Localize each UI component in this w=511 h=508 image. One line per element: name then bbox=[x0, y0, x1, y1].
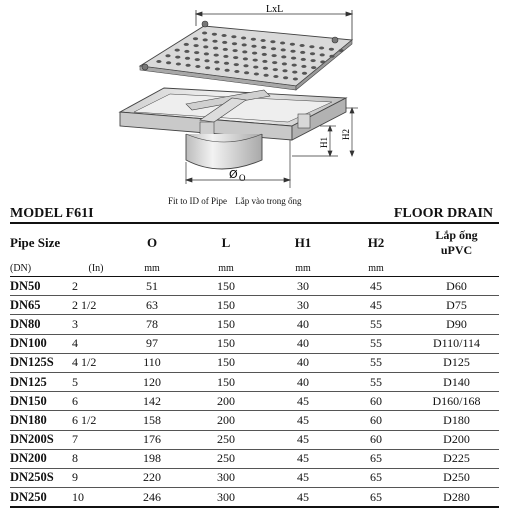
cell-h1: 40 bbox=[268, 353, 338, 372]
cell-inch: 9 bbox=[72, 468, 120, 487]
cell-l: 300 bbox=[184, 468, 268, 487]
cell-o: 246 bbox=[120, 488, 184, 508]
cell-h1: 45 bbox=[268, 449, 338, 468]
unit-in: (In) bbox=[72, 260, 120, 277]
cell-h1: 40 bbox=[268, 334, 338, 353]
cell-pipe: D90 bbox=[414, 315, 499, 334]
top-rule bbox=[10, 222, 499, 224]
cell-h2: 55 bbox=[338, 353, 414, 372]
cell-inch: 7 bbox=[72, 430, 120, 449]
cell-inch: 8 bbox=[72, 449, 120, 468]
cell-inch: 4 1/2 bbox=[72, 353, 120, 372]
cell-dn: DN250 bbox=[10, 488, 72, 508]
cell-o: 110 bbox=[120, 353, 184, 372]
cell-pipe: D60 bbox=[414, 277, 499, 296]
cell-h1: 45 bbox=[268, 430, 338, 449]
table-body bbox=[10, 277, 499, 508]
cell-pipe: D225 bbox=[414, 449, 499, 468]
header-h1: H1 bbox=[294, 235, 312, 250]
cell-pipe: D160/168 bbox=[414, 392, 499, 411]
cell-dn: DN250S bbox=[10, 468, 72, 487]
table-row bbox=[10, 392, 499, 411]
cell-pipe: D180 bbox=[414, 411, 499, 430]
cell-o: 51 bbox=[120, 277, 184, 296]
cell-h2: 55 bbox=[338, 315, 414, 334]
table-row bbox=[10, 372, 499, 391]
table-row bbox=[10, 468, 499, 487]
cell-dn: DN100 bbox=[10, 334, 72, 353]
cell-l: 150 bbox=[184, 334, 268, 353]
cell-l: 150 bbox=[184, 372, 268, 391]
header-lap-line1: Lắp ống bbox=[435, 228, 478, 242]
table-row bbox=[10, 430, 499, 449]
cell-h2: 65 bbox=[338, 468, 414, 487]
header-l: L bbox=[221, 235, 231, 250]
header-h2: H2 bbox=[367, 235, 385, 250]
cell-inch: 6 bbox=[72, 392, 120, 411]
cell-pipe: D280 bbox=[414, 488, 499, 508]
cell-h2: 60 bbox=[338, 430, 414, 449]
unit-h2: mm bbox=[338, 260, 414, 277]
spec-table bbox=[10, 226, 499, 508]
cell-l: 150 bbox=[184, 353, 268, 372]
cell-dn: DN180 bbox=[10, 411, 72, 430]
cell-pipe: D140 bbox=[414, 372, 499, 391]
label-o: O bbox=[239, 173, 246, 183]
caption-en: Fit to ID of Pipe bbox=[168, 196, 228, 206]
cell-o: 120 bbox=[120, 372, 184, 391]
cell-l: 150 bbox=[184, 296, 268, 315]
header-lap-line2: uPVC bbox=[440, 243, 473, 257]
label-h1: H1 bbox=[319, 137, 329, 148]
table-row bbox=[10, 411, 499, 430]
cell-pipe: D200 bbox=[414, 430, 499, 449]
table-row bbox=[10, 488, 499, 508]
label-phi: Ø bbox=[229, 168, 238, 181]
unit-l: mm bbox=[184, 260, 268, 277]
unit-o: mm bbox=[120, 260, 184, 277]
cell-h2: 45 bbox=[338, 296, 414, 315]
cell-l: 250 bbox=[184, 449, 268, 468]
cell-h1: 30 bbox=[268, 296, 338, 315]
table-row bbox=[10, 315, 499, 334]
cell-dn: DN80 bbox=[10, 315, 72, 334]
cell-inch: 6 1/2 bbox=[72, 411, 120, 430]
cell-o: 220 bbox=[120, 468, 184, 487]
header-lap-ong bbox=[414, 226, 499, 260]
cell-o: 97 bbox=[120, 334, 184, 353]
cell-h2: 60 bbox=[338, 411, 414, 430]
unit-pipe bbox=[414, 260, 499, 277]
model-title: MODEL F61I bbox=[10, 206, 94, 221]
cell-o: 158 bbox=[120, 411, 184, 430]
cell-l: 200 bbox=[184, 392, 268, 411]
cell-o: 198 bbox=[120, 449, 184, 468]
cell-pipe: D110/114 bbox=[414, 334, 499, 353]
title-row bbox=[10, 206, 493, 222]
cell-h2: 55 bbox=[338, 372, 414, 391]
cell-o: 78 bbox=[120, 315, 184, 334]
table-row bbox=[10, 334, 499, 353]
unit-h1: mm bbox=[268, 260, 338, 277]
cell-dn: DN125S bbox=[10, 353, 72, 372]
header-pipe-size: Pipe Size bbox=[10, 235, 61, 250]
cell-dn: DN65 bbox=[10, 296, 72, 315]
cell-dn: DN125 bbox=[10, 372, 72, 391]
table-row bbox=[10, 449, 499, 468]
label-h2: H2 bbox=[341, 129, 351, 140]
drawing-caption bbox=[168, 196, 302, 206]
cell-h2: 55 bbox=[338, 334, 414, 353]
cell-h2: 65 bbox=[338, 449, 414, 468]
cell-l: 250 bbox=[184, 430, 268, 449]
cell-o: 142 bbox=[120, 392, 184, 411]
grate-plate bbox=[140, 26, 352, 90]
cell-inch: 5 bbox=[72, 372, 120, 391]
cell-l: 150 bbox=[184, 277, 268, 296]
header-o: O bbox=[146, 235, 158, 250]
floor-drain-drawing bbox=[0, 0, 511, 212]
cell-inch: 3 bbox=[72, 315, 120, 334]
cell-pipe: D75 bbox=[414, 296, 499, 315]
cell-h1: 45 bbox=[268, 392, 338, 411]
cell-h2: 65 bbox=[338, 488, 414, 508]
table-units-row bbox=[10, 260, 499, 277]
cell-l: 300 bbox=[184, 488, 268, 508]
cell-dn: DN50 bbox=[10, 277, 72, 296]
cell-h1: 30 bbox=[268, 277, 338, 296]
cell-o: 176 bbox=[120, 430, 184, 449]
cell-o: 63 bbox=[120, 296, 184, 315]
table-row bbox=[10, 353, 499, 372]
cell-dn: DN200 bbox=[10, 449, 72, 468]
cell-inch: 10 bbox=[72, 488, 120, 508]
cell-l: 200 bbox=[184, 411, 268, 430]
caption-vi: Lắp vào trong ống bbox=[235, 196, 302, 206]
cell-h1: 45 bbox=[268, 468, 338, 487]
cell-pipe: D250 bbox=[414, 468, 499, 487]
unit-dn: (DN) bbox=[10, 260, 72, 277]
cell-inch: 2 1/2 bbox=[72, 296, 120, 315]
label-lxl: LxL bbox=[266, 4, 284, 15]
table-row bbox=[10, 296, 499, 315]
cell-dn: DN200S bbox=[10, 430, 72, 449]
cell-inch: 2 bbox=[72, 277, 120, 296]
cell-h1: 45 bbox=[268, 411, 338, 430]
cell-inch: 4 bbox=[72, 334, 120, 353]
cell-h2: 60 bbox=[338, 392, 414, 411]
table-header-row bbox=[10, 226, 499, 260]
product-title: FLOOR DRAIN bbox=[393, 206, 493, 221]
cell-l: 150 bbox=[184, 315, 268, 334]
cell-dn: DN150 bbox=[10, 392, 72, 411]
drain-frame bbox=[120, 88, 346, 140]
table-row bbox=[10, 277, 499, 296]
cell-h2: 45 bbox=[338, 277, 414, 296]
drain-pipe bbox=[186, 134, 262, 169]
cell-h1: 45 bbox=[268, 488, 338, 508]
cell-h1: 40 bbox=[268, 315, 338, 334]
cell-pipe: D125 bbox=[414, 353, 499, 372]
cell-h1: 40 bbox=[268, 372, 338, 391]
